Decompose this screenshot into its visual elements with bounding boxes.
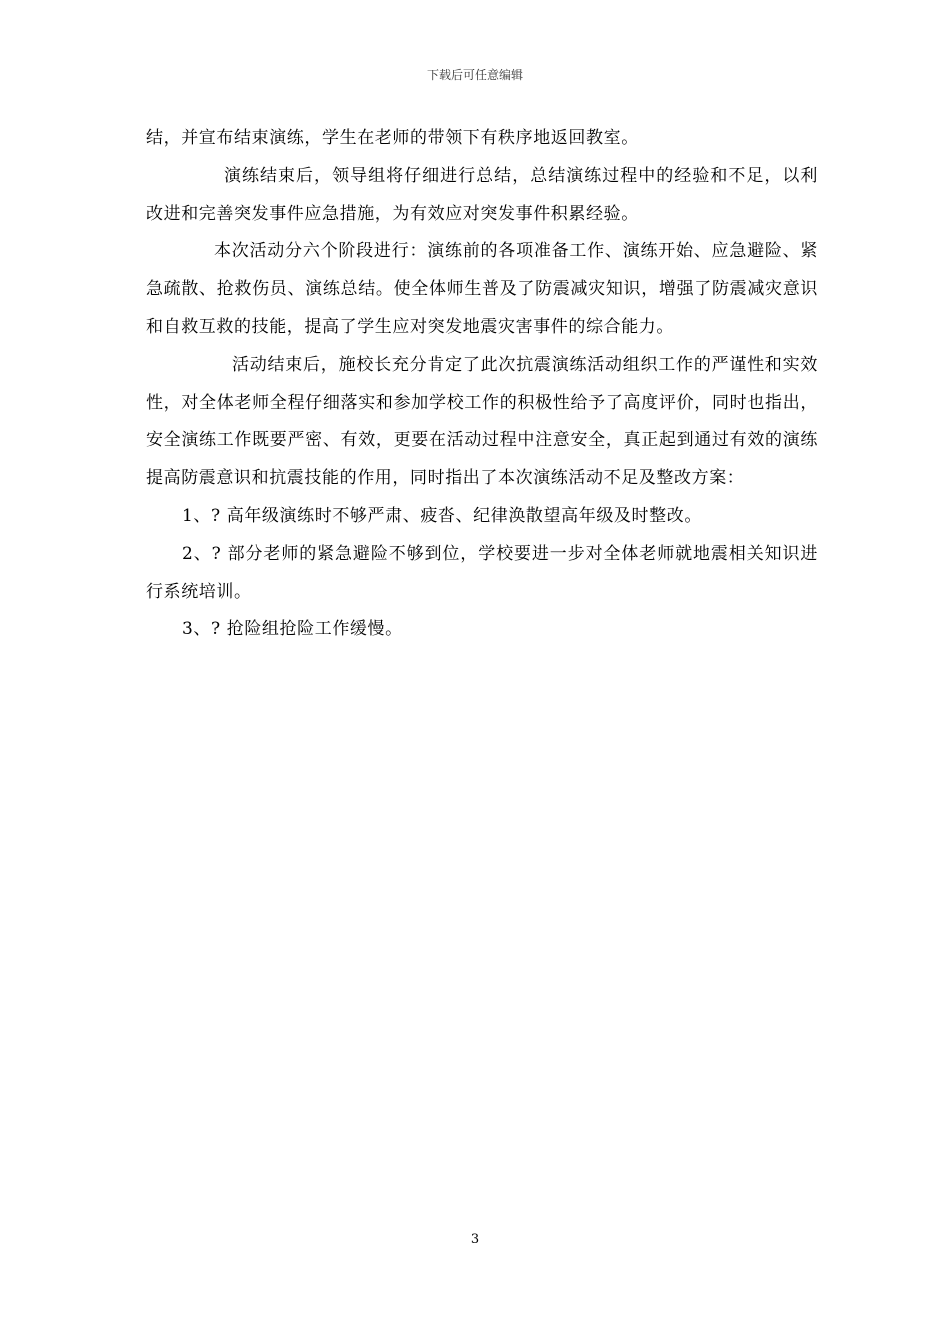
paragraph-3: 本次活动分六个阶段进行：演练前的各项准备工作、演练开始、应急避险、紧急疏散、抢救伤员、演练总结。使全体师生普及了防震减灾知识，增强了防震减灾意识和自救互救的技能，提高了学生应对突发地震灾害事件的综合能力。 — [146, 241, 818, 337]
page-header: 下载后可任意编辑 — [426, 68, 523, 82]
paragraph-1: 结，并宣布结束演练，学生在老师的带领下有秩序地返回教室。 — [146, 128, 639, 148]
list-item-1: 1、? 高年级演练时不够严肃、疲沓、纪律涣散望高年级及时整改。 — [182, 505, 702, 526]
list-item-2: 2、? 部分老师的紧急避险不够到位，学校要进一步对全体老师就地震相关知识进行系统培训。 — [146, 543, 818, 602]
document-body — [146, 120, 818, 649]
page-number: 3 — [470, 1232, 480, 1247]
list-item-3: 3、? 抢险组抢险工作缓慢。 — [182, 619, 403, 640]
paragraph-2: 演练结束后，领导组将仔细进行总结，总结演练过程中的经验和不足，以利改进和完善突发事件应急措施，为有效应对突发事件积累经验。 — [146, 165, 818, 224]
paragraph-4: 活动结束后，施校长充分肯定了此次抗震演练活动组织工作的严谨性和实效性，对全体老师全程仔细落实和参加学校工作的积极性给予了高度评价，同时也指出，安全演练工作既要严密、有效，更要在活动过程中注意安全，真正起到通过有效的演练提高防震意识和抗震技能的作用，同时指出了本次演练活动不足及整改方案： — [146, 354, 818, 489]
